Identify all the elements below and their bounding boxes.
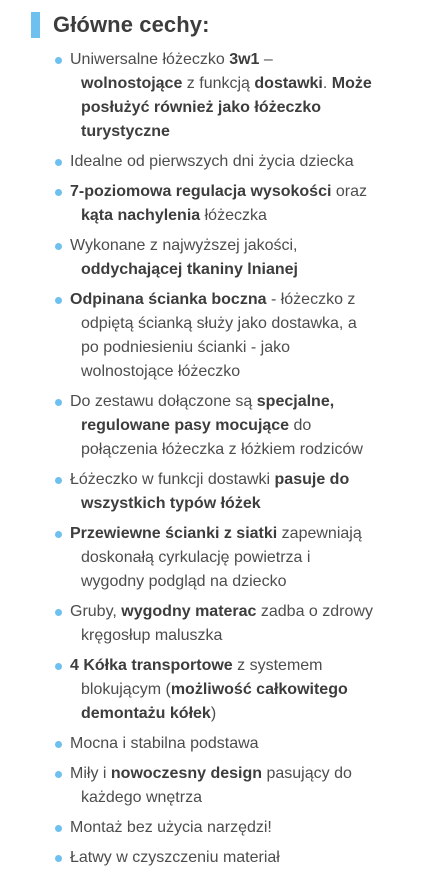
feature-line <box>70 732 422 756</box>
feature-line <box>70 336 422 360</box>
feature-text: odpiętą ścianką służy jako dostawka, a <box>81 315 357 332</box>
feature-text-bold: Odpinana ścianka boczna <box>70 291 267 308</box>
feature-text-bold: 3w1 <box>229 51 260 68</box>
feature-line <box>70 762 422 786</box>
feature-line <box>70 120 422 144</box>
feature-text: ) <box>210 705 217 722</box>
feature-text: po podniesieniu ścianki - jako <box>81 339 291 356</box>
feature-text-bold: 4 Kółka transportowe <box>70 657 233 674</box>
feature-text: blokującym ( <box>81 681 171 698</box>
feature-text: Miły i <box>70 765 111 782</box>
feature-line <box>70 96 422 120</box>
feature-line <box>70 180 422 204</box>
feature-item <box>52 234 422 282</box>
feature-item <box>52 846 422 870</box>
feature-line <box>70 570 422 594</box>
bullet-icon <box>55 399 62 406</box>
bullet-icon <box>55 531 62 538</box>
bullet-icon <box>55 741 62 748</box>
feature-text-bold: turystyczne <box>81 123 170 140</box>
feature-text: kręgosłup maluszka <box>81 627 223 644</box>
feature-line <box>70 492 422 516</box>
feature-line <box>70 234 422 258</box>
bullet-icon <box>55 663 62 670</box>
feature-line <box>70 546 422 570</box>
feature-item <box>52 762 422 810</box>
feature-text: z systemem <box>232 657 323 674</box>
feature-text: Wykonane z najwyższej jakości, <box>70 237 298 254</box>
feature-text-bold: dostawki <box>254 75 323 92</box>
bullet-icon <box>55 297 62 304</box>
feature-text-bold: kąta nachylenia <box>81 207 201 224</box>
feature-text: wygodny podgląd na dziecko <box>81 573 287 590</box>
feature-text-bold: pasuje do <box>274 471 350 488</box>
feature-text: każdego wnętrza <box>81 789 202 806</box>
feature-text: pasujący do <box>262 765 352 782</box>
bullet-icon <box>55 825 62 832</box>
bullet-icon <box>55 855 62 862</box>
feature-item <box>52 150 422 174</box>
feature-item <box>52 600 422 648</box>
bullet-icon <box>55 243 62 250</box>
feature-text: Gruby, <box>70 603 122 620</box>
feature-text: łóżeczka <box>200 207 267 224</box>
feature-item <box>52 816 422 840</box>
bullet-icon <box>55 609 62 616</box>
feature-text: do <box>289 417 312 434</box>
feature-line <box>70 288 422 312</box>
feature-line <box>70 312 422 336</box>
feature-line <box>70 654 422 678</box>
feature-line <box>70 702 422 726</box>
feature-text-bold: Przewiewne ścianki z siatki <box>70 525 278 542</box>
feature-text: Mocna i stabilna podstawa <box>70 735 259 752</box>
heading-accent-bar <box>31 12 40 38</box>
bullet-icon <box>55 159 62 166</box>
section-heading <box>31 10 210 40</box>
feature-line <box>70 72 422 96</box>
feature-text: wolnostojące łóżeczko <box>81 363 241 380</box>
feature-line <box>70 786 422 810</box>
feature-item <box>52 48 422 144</box>
feature-line <box>70 150 422 174</box>
feature-item <box>52 180 422 228</box>
feature-text-bold: wolnostojące <box>81 75 183 92</box>
feature-text: Łatwy w czyszczeniu materiał <box>70 849 280 866</box>
feature-text: Idealne od pierwszych dni życia dziecka <box>70 153 354 170</box>
feature-text: zapewniają <box>277 525 362 542</box>
feature-text-bold: specjalne, <box>256 393 335 410</box>
feature-line <box>70 468 422 492</box>
feature-line <box>70 438 422 462</box>
feature-text: . <box>322 75 332 92</box>
feature-line <box>70 390 422 414</box>
feature-text: połączenia łóżeczka z łóżkiem rodziców <box>81 441 363 458</box>
feature-text: Montaż bez użycia narzędzi! <box>70 819 272 836</box>
feature-text: - łóżeczko z <box>266 291 356 308</box>
feature-text: – <box>259 51 273 68</box>
feature-item <box>52 732 422 756</box>
feature-text: zadba o zdrowy <box>256 603 373 620</box>
feature-text: oraz <box>331 183 367 200</box>
feature-text-bold: oddychającej tkaniny lnianej <box>81 261 298 278</box>
bullet-icon <box>55 57 62 64</box>
feature-text-bold: wszystkich typów łóżek <box>81 495 261 512</box>
feature-text-bold: posłużyć również jako łóżeczko <box>81 99 322 116</box>
feature-text-bold: demontażu kółek <box>81 705 211 722</box>
feature-line <box>70 846 422 870</box>
feature-text: Uniwersalne łóżeczko <box>70 51 230 68</box>
feature-line <box>70 624 422 648</box>
feature-line <box>70 600 422 624</box>
feature-text-bold: Może <box>331 75 372 92</box>
feature-item <box>52 390 422 462</box>
feature-line <box>70 522 422 546</box>
bullet-icon <box>55 189 62 196</box>
features-list <box>52 48 422 876</box>
feature-text: Do zestawu dołączone są <box>70 393 257 410</box>
feature-line <box>70 204 422 228</box>
feature-text-bold: możliwość całkowitego <box>170 681 348 698</box>
feature-text-bold: nowoczesny design <box>110 765 263 782</box>
feature-item <box>52 654 422 726</box>
feature-line <box>70 816 422 840</box>
feature-text-bold: 7-poziomowa regulacja wysokości <box>70 183 332 200</box>
feature-text-bold: regulowane pasy mocujące <box>81 417 290 434</box>
feature-line <box>70 360 422 384</box>
feature-line <box>70 258 422 282</box>
feature-item <box>52 468 422 516</box>
feature-text: Łóżeczko w funkcji dostawki <box>70 471 275 488</box>
feature-item <box>52 522 422 594</box>
feature-line <box>70 48 422 72</box>
section-title: Główne cechy: <box>53 12 210 37</box>
feature-item <box>52 288 422 384</box>
feature-text: z funkcją <box>182 75 255 92</box>
feature-text: doskonałą cyrkulację powietrza i <box>81 549 311 566</box>
bullet-icon <box>55 771 62 778</box>
feature-text-bold: wygodny materac <box>121 603 257 620</box>
bullet-icon <box>55 477 62 484</box>
feature-line <box>70 414 422 438</box>
feature-line <box>70 678 422 702</box>
